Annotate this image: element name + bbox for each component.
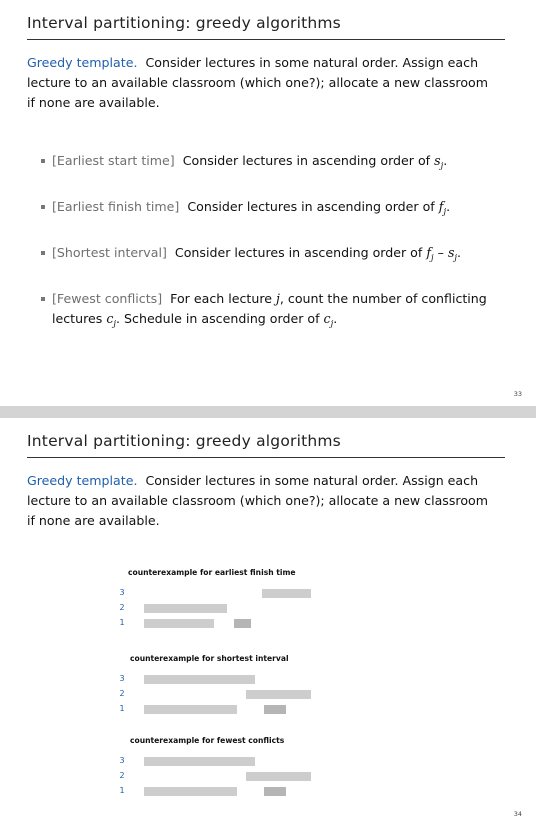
bullet-text: Consider lectures in ascending order of: [187, 199, 435, 214]
bullet-tag: [Earliest finish time]: [52, 199, 180, 214]
math-sub: j: [430, 253, 434, 263]
bullet-tail: .: [446, 199, 451, 214]
page-number: 34: [513, 810, 522, 818]
row-label-1: 1: [119, 704, 125, 713]
page-number: 33: [513, 390, 522, 398]
bullet-square-icon: [41, 251, 45, 255]
list-item: [36, 197, 496, 222]
list-item: [36, 289, 496, 334]
bullet-tag: [Shortest interval]: [52, 245, 167, 260]
math-sub: j: [330, 319, 334, 329]
greedy-template-paragraph: [27, 53, 497, 113]
greedy-template-text: Consider lectures in some natural order. Assign each lecture to an available classroom (which one?); allocate a new classroom if none are available.: [27, 55, 489, 110]
greedy-template-text: Consider lectures in some natural order. Assign each lecture to an available classroom (which one?); allocate a new classroom if none are available.: [27, 473, 489, 528]
greedy-template-label: Greedy template.: [27, 473, 138, 488]
row-label-3: 3: [119, 674, 125, 683]
slide-title: Interval partitioning: greedy algorithms: [27, 14, 341, 32]
slide-title: Interval partitioning: greedy algorithms: [27, 432, 341, 450]
math-var: s: [434, 153, 441, 168]
bullet-tag: [Fewest conflicts]: [52, 291, 163, 306]
math-sub: j: [443, 207, 447, 217]
row-label-1: 1: [119, 618, 125, 627]
row-label-3: 3: [119, 588, 125, 597]
bullet-square-icon: [41, 297, 45, 301]
interval-bar-row-1-1: [144, 787, 237, 796]
row-label-2: 2: [119, 771, 125, 780]
greedy-orders-list: [36, 151, 496, 355]
math-sub: j: [440, 161, 444, 171]
slide-33: [0, 0, 536, 406]
interval-bar-row-3-1: [262, 589, 311, 598]
math-var: c: [106, 311, 114, 326]
title-rule: [27, 39, 505, 40]
row-label-3: 3: [119, 756, 125, 765]
math-sub: j: [113, 319, 117, 329]
row-label-2: 2: [119, 689, 125, 698]
interval-bar-row-1-2: [234, 619, 251, 628]
title-rule: [27, 457, 505, 458]
interval-bar-row-1-1: [144, 619, 214, 628]
math-var: j: [275, 291, 280, 306]
bullet-square-icon: [41, 205, 45, 209]
math-minus: –: [433, 245, 448, 260]
row-label-1: 1: [119, 786, 125, 795]
bullet-text: , count the number of conflicting lectures: [52, 291, 487, 326]
slide-separator: [0, 406, 536, 418]
math-var: s: [447, 245, 455, 260]
bullet-text: . Schedule in ascending order of: [116, 311, 320, 326]
interval-bar-row-1-2: [264, 787, 286, 796]
chart-title: counterexample for earliest finish time: [128, 568, 296, 577]
interval-bar-row-2-1: [246, 690, 311, 699]
bullet-text: For each lecture: [170, 291, 272, 306]
bullet-tag: [Earliest start time]: [52, 153, 175, 168]
bullet-tail: .: [443, 153, 448, 168]
list-item: [36, 243, 496, 268]
bullet-tail: .: [457, 245, 462, 260]
math-var: f: [426, 245, 431, 260]
chart-title: counterexample for shortest interval: [130, 654, 289, 663]
interval-bar-row-1-2: [264, 705, 286, 714]
interval-bar-row-1-1: [144, 705, 237, 714]
math-var: c: [323, 311, 331, 326]
interval-bar-row-3-1: [144, 675, 255, 684]
chart-title: counterexample for fewest conflicts: [130, 736, 285, 745]
interval-bar-row-3-1: [144, 757, 255, 766]
math-var: f: [438, 199, 444, 214]
bullet-square-icon: [41, 159, 45, 163]
greedy-template-label: Greedy template.: [27, 55, 138, 70]
math-sub: j: [454, 253, 458, 263]
list-item: [36, 151, 496, 176]
greedy-template-paragraph: [27, 471, 497, 531]
slide-34: [0, 418, 536, 821]
bullet-text: Consider lectures in ascending order of: [182, 153, 431, 168]
interval-bar-row-2-1: [144, 604, 227, 613]
bullet-tail: .: [333, 311, 338, 326]
bullet-text: Consider lectures in ascending order of: [174, 245, 423, 260]
interval-bar-row-2-1: [246, 772, 311, 781]
row-label-2: 2: [119, 603, 125, 612]
